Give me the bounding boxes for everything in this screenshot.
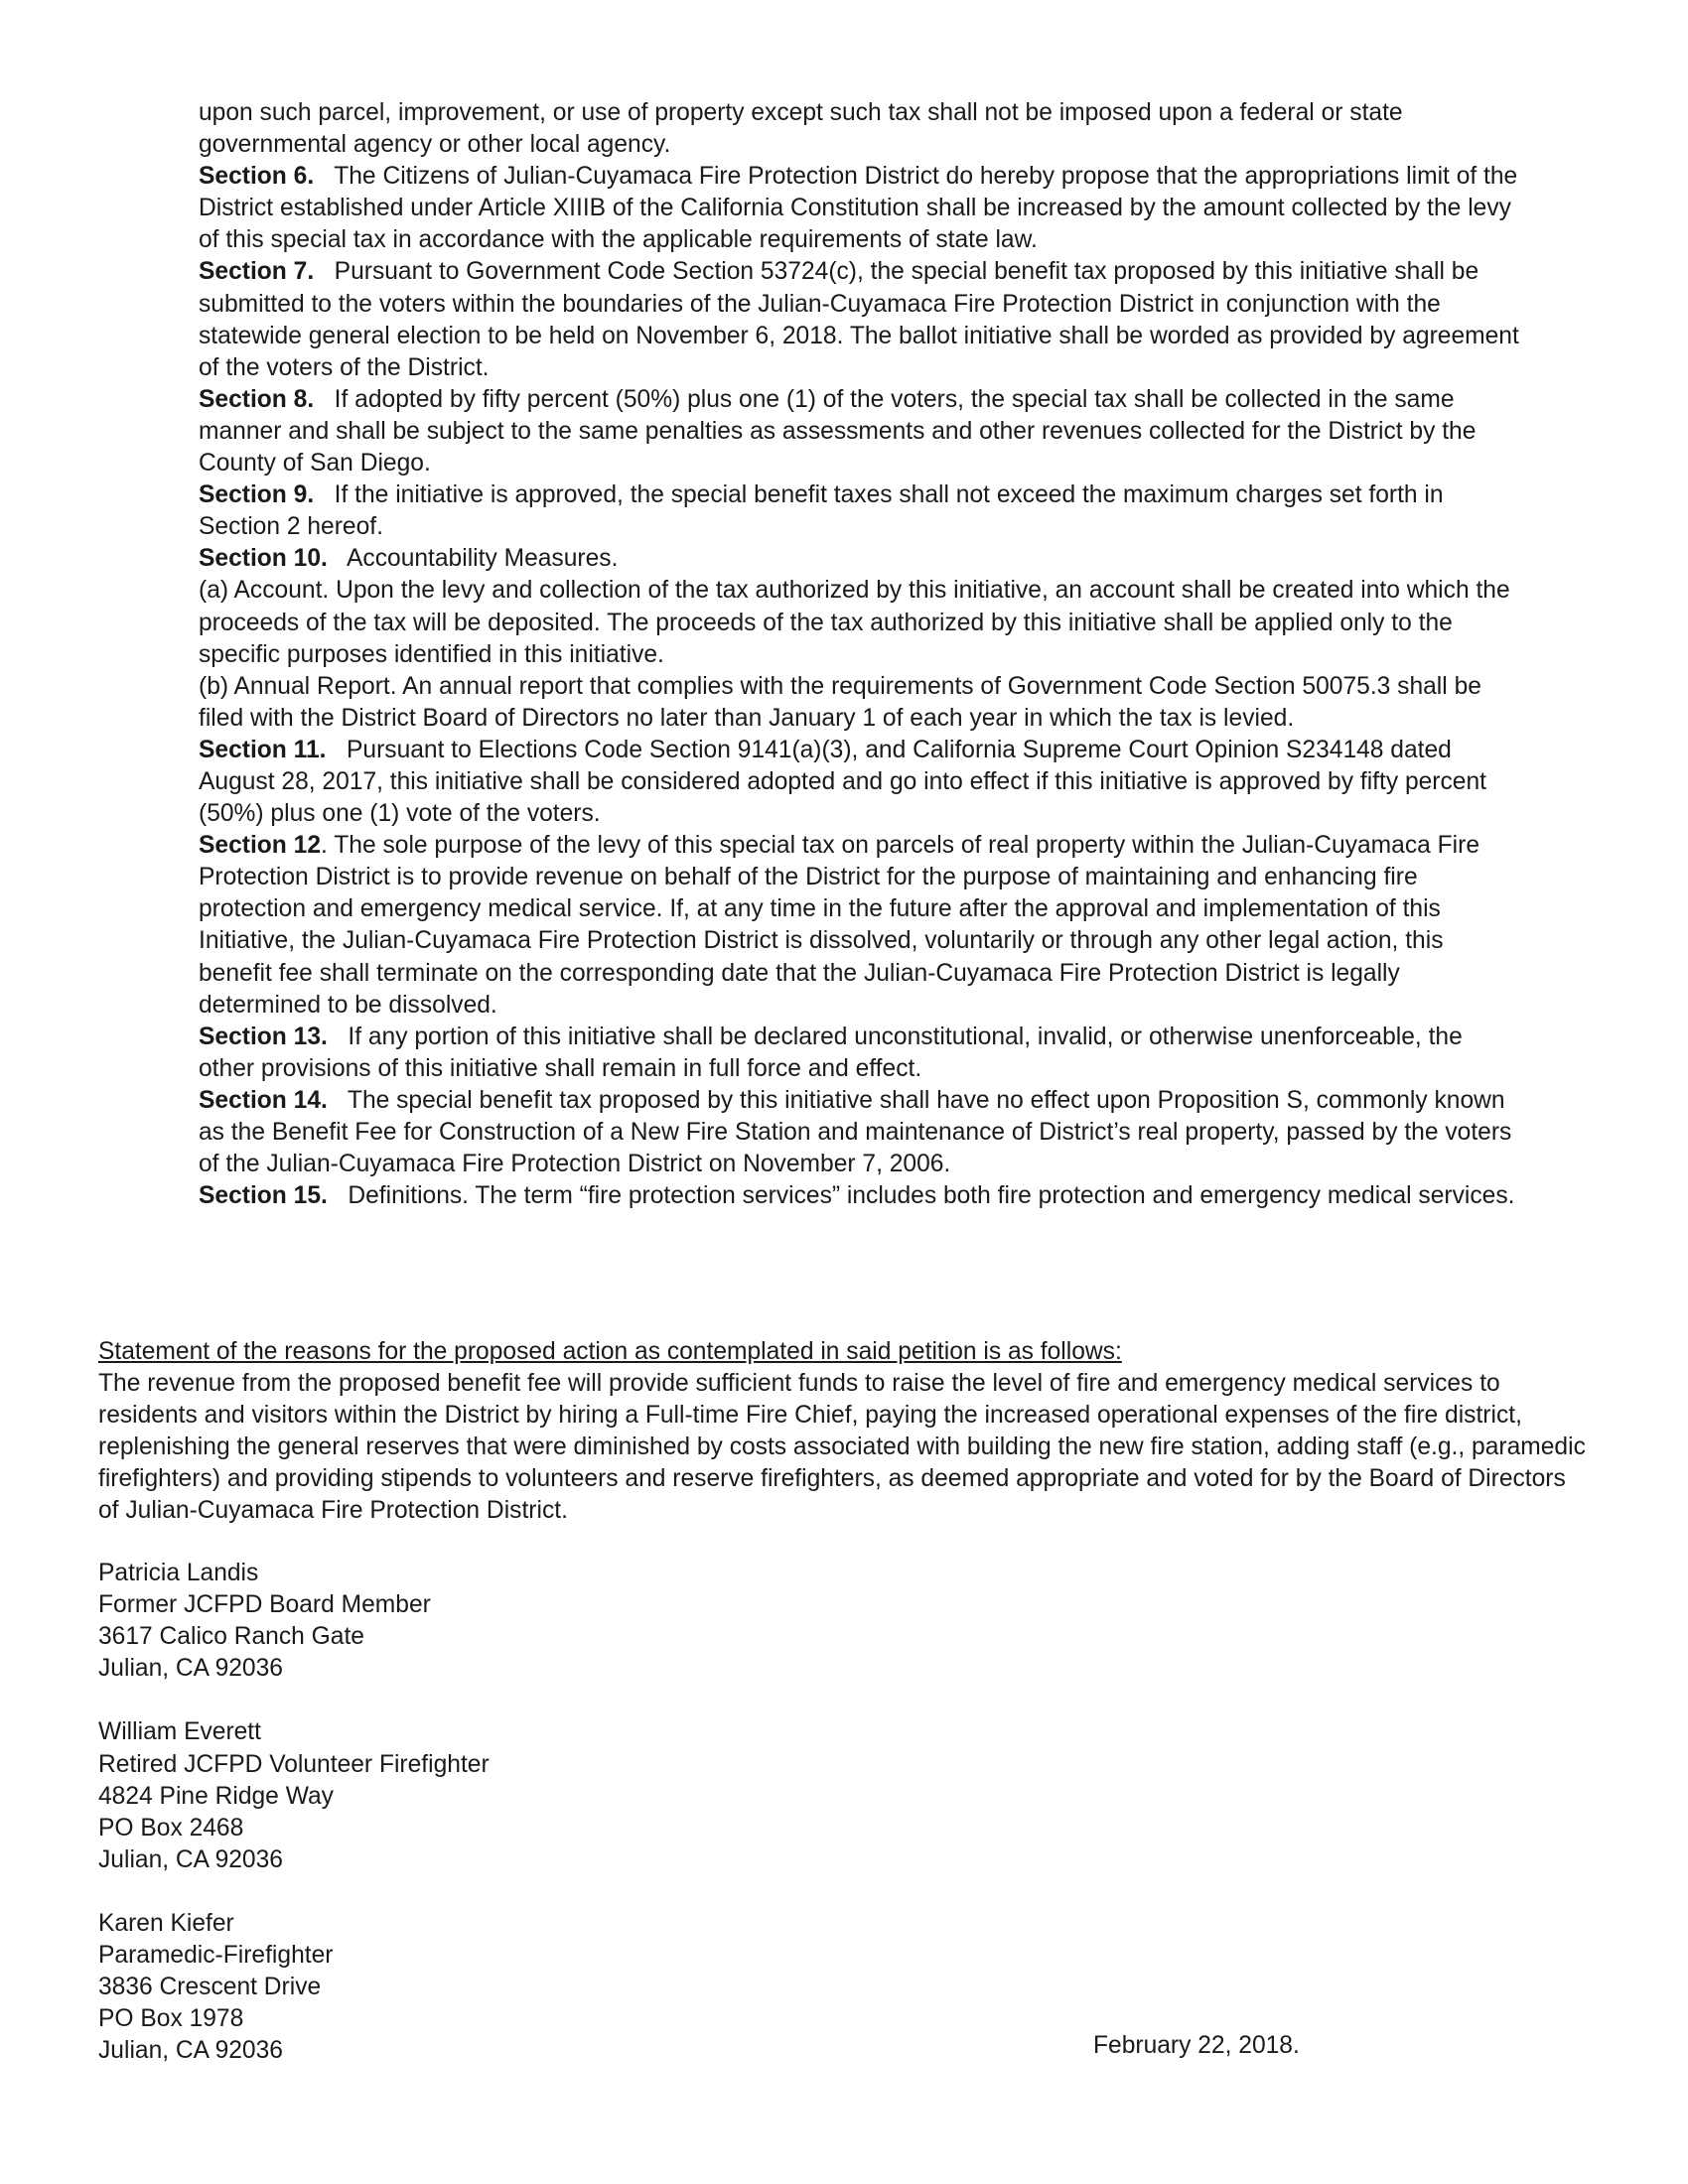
signer-address-line: 3617 Calico Ranch Gate (98, 1623, 364, 1651)
section-text: (b) Annual Report. An annual report that complies with the requirements of Government Code Section 50075.3 shall be filed with the District Board of Directors no later than January 1 of each year in which the tax is levied. (199, 672, 1481, 732)
section-title: Section 13. (199, 1023, 328, 1050)
section-paragraph (199, 735, 1519, 830)
section-title: Section 14. (199, 1086, 328, 1114)
section-text: Pursuant to Elections Code Section 9141(a)(3), and California Supreme Court Opinion S234148 dated August 28, 2017, this initiative shall be considered adopted and go into effect if this initiative is approved by fifty percent (50%) plus one (1) vote of the voters. (199, 736, 1486, 828)
section-paragraph (199, 1180, 1519, 1212)
signer-address-line: Julian, CA 92036 (98, 2037, 283, 2065)
statement-heading: Statement of the reasons for the proposed action as contemplated in said petition is as follows: (98, 1338, 1122, 1365)
section-text: (a) Account. Upon the levy and collection of the tax authorized by this initiative, an account shall be created into which the proceeds of the tax will be deposited. The proceeds of the tax authorized by this initiative shall be applied only to the specific purposes identified in this initiative. (199, 577, 1510, 668)
section-title: Section 8. (199, 385, 315, 413)
signer-name: William Everett (98, 1718, 261, 1746)
section-paragraph (199, 256, 1519, 383)
section-paragraph (199, 1022, 1519, 1085)
signer-address-line: PO Box 2468 (98, 1814, 244, 1842)
section-text: Definitions. The term “fire protection services” includes both fire protection and emergency medical services. (348, 1182, 1515, 1210)
document-date: February 22, 2018. (1093, 2032, 1300, 2059)
section-text: upon such parcel, improvement, or use of property except such tax shall not be imposed upon a federal or state governmental agency or other local agency. (199, 99, 1403, 159)
section-text: If any portion of this initiative shall be declared unconstitutional, invalid, or otherwise unenforceable, the other provisions of this initiative shall remain in full force and effect. (199, 1023, 1463, 1082)
section-title: Section 11. (199, 736, 327, 763)
section-text: . The sole purpose of the levy of this special tax on parcels of real property within the Julian-Cuyamaca Fire Protection District is to provide revenue on behalf of the District for the purpose of maintaining and enhancing fire protection and emergency medical service. If, at any time in the future after the approval and implementation of this Initiative, the Julian-Cuyamaca Fire Protection District is dissolved, voluntarily or through any other legal action, this benefit fee shall terminate on the corresponding date that the Julian-Cuyamaca Fire Protection District is legally determined to be dissolved. (199, 832, 1479, 1019)
section-text: If the initiative is approved, the special benefit taxes shall not exceed the maximum charges set forth in Section 2 hereof. (199, 481, 1444, 541)
signer-address-line: 3836 Crescent Drive (98, 1974, 322, 2001)
section-title: Section 7. (199, 258, 315, 286)
signer-name: Karen Kiefer (98, 1910, 234, 1938)
section-title: Section 9. (199, 481, 315, 509)
signer (98, 1716, 793, 1875)
signer (98, 1558, 793, 1685)
initiative-sections (199, 97, 1519, 1212)
statement-body: The revenue from the proposed benefit fee will provide sufficient funds to raise the level of fire and emergency medical services to residents and visitors within the District by hiring a Full-time Fire Chief, paying the increased operational expenses of the fire district, replenishing the general reserves that were diminished by costs associated with building the new fire station, adding staff (e.g., paramedic firefighters) and providing stipends to volunteers and reserve firefighters, as deemed appropriate and voted for by the Board of Directors of Julian-Cuyamaca Fire Protection District. (98, 1370, 1586, 1525)
signer-name: Patricia Landis (98, 1560, 259, 1586)
section-text: The Citizens of Julian-Cuyamaca Fire Protection District do hereby propose that the appropriations limit of the District established under Article XIIIB of the California Constitution shall be increased by the amount collected by the levy of this special tax in accordance with the applicable requirements of state law. (199, 163, 1518, 254)
signer-title: Paramedic-Firefighter (98, 1942, 334, 1970)
signer-title: Former JCFPD Board Member (98, 1591, 431, 1619)
section-paragraph (199, 161, 1519, 256)
section-paragraph (199, 671, 1519, 735)
section-paragraph (199, 830, 1519, 1022)
section-title: Section 6. (199, 163, 315, 191)
statement-of-reasons (98, 1336, 1588, 1528)
section-title: Section 10. (199, 545, 328, 573)
section-paragraph (199, 97, 1519, 161)
section-paragraph (199, 543, 1519, 575)
section-text: The special benefit tax proposed by this initiative shall have no effect upon Proposition S, commonly known as the Benefit Fee for Construction of a New Fire Station and maintenance of District’s real property, passed by the voters of the Julian-Cuyamaca Fire Protection District on November 7, 2006. (199, 1086, 1512, 1178)
signer-address-line: Julian, CA 92036 (98, 1655, 283, 1683)
section-text: Pursuant to Government Code Section 53724(c), the special benefit tax proposed by this initiative shall be submitted to the voters within the boundaries of the Julian-Cuyamaca Fire Protection District in conjunction with the statewide general election to be held on November 6, 2018. The ballot initiative shall be worded as provided by agreement of the voters of the District. (199, 258, 1519, 381)
signer-address-line: Julian, CA 92036 (98, 1845, 283, 1873)
section-paragraph (199, 384, 1519, 479)
signers-block (98, 1558, 793, 2100)
signer (98, 1908, 793, 2067)
section-paragraph (199, 575, 1519, 670)
section-title: Section 15. (199, 1182, 328, 1210)
signer-address-line: 4824 Pine Ridge Way (98, 1782, 334, 1810)
section-paragraph (199, 479, 1519, 543)
signer-address-line: PO Box 1978 (98, 2005, 244, 2033)
section-text: Accountability Measures. (347, 545, 619, 573)
section-paragraph (199, 1085, 1519, 1180)
signer-title: Retired JCFPD Volunteer Firefighter (98, 1750, 490, 1778)
section-text: If adopted by fifty percent (50%) plus one (1) of the voters, the special tax shall be collected in the same manner and shall be subject to the same penalties as assessments and other revenues collected for the District by the County of San Diego. (199, 385, 1477, 478)
section-title: Section 12 (199, 832, 322, 860)
